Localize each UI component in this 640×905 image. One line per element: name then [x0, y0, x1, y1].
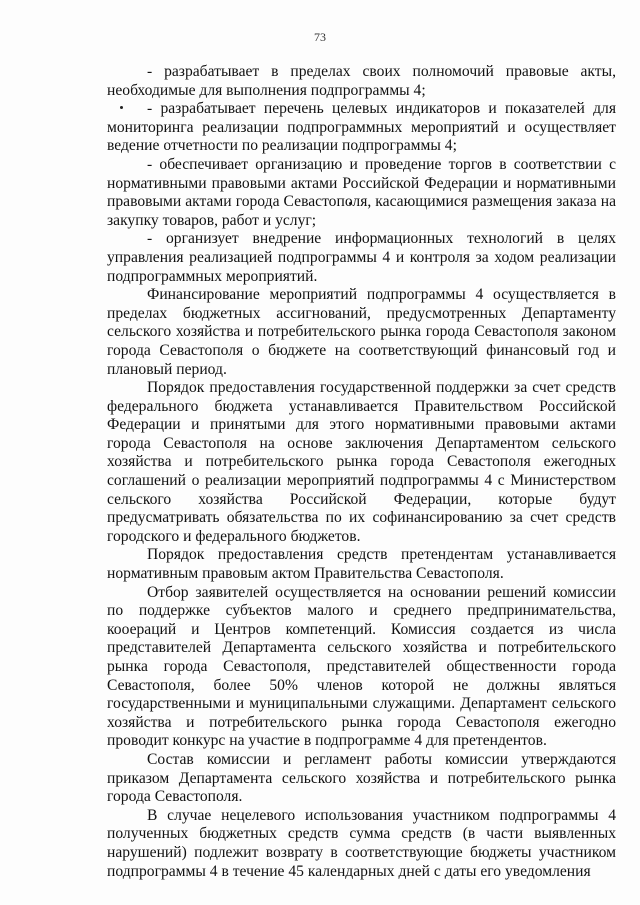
body-text — [107, 63, 616, 881]
paragraph: - разрабатывает в пределах своих полномочий правовые акты, необходимые для выполнения подпрограммы 4; — [107, 63, 616, 99]
paragraph: Порядок предоставления государственной поддержки за счет средств федерального бюджета устанавливается Правительством Российской Федерации и принятыми для этого нормативными правовыми актами города Севастополя на основе заключения Департаментом сельского хозяйства и потребительского рынка города Севастополя ежегодных соглашений о реализации мероприятий подпрограммы 4 с Министерством сельского хозяйства Российской Федерации, которые будут предусматривать обязательства по их софинансированию за счет средств городского и федерального бюджетов. — [107, 379, 616, 545]
page-number: 73 — [314, 30, 326, 44]
paragraph: - обеспечивает организацию и проведение торгов в соответствии с нормативными правовыми актами Российской Федерации и нормативными правовыми актами города Севастополя, касающимися размещения заказа на закупку товаров, работ и услуг; — [107, 155, 616, 229]
paragraph: Отбор заявителей осуществляется на основании решений комиссии по поддержке субъектов малого и среднего предпринимательства, кооераций и Центров компетенций. Комиссия создается из числа представителей Департамента сельского хозяйства и потребительского рынка города Севастополя, представителей общественности города Севастополя, более 50% членов которой не должны являться государственными и муниципальными служащими. Департамент сельского хозяйства и потребительского рынка города Севастополя ежегодно проводит конкурс на участие в подпрограмме 4 для претендентов. — [107, 583, 616, 750]
paragraph: - разрабатывает перечень целевых индикаторов и показателей для мониторинга реализации подпрограммных мероприятий и осуществляет ведение отчетности по реализации подпрограммы 4; — [107, 100, 616, 155]
paragraph: Порядок предоставления средств претендентам устанавливается нормативным правовым актом Правительства Севастополя. — [107, 546, 616, 583]
paragraph: Состав комиссии и регламент работы комиссии утверждаются приказом Департамента сельского хозяйства и потребительского рынка города Севастополя. — [107, 750, 616, 806]
paragraph: Финансирование мероприятий подпрограммы 4 осуществляется в пределах бюджетных ассигнований, предусмотренных Департаменту сельского хозяйства и потребительского рынка города Севастополя законом города Севастополя о бюджете на соответствующий финансовый год и плановый период. — [107, 286, 616, 378]
paragraph: В случае нецелевого использования участником подпрограммы 4 полученных бюджетных средств сумма средств (в части выявленных нарушений) подлежит возврату в соответствующие бюджеты участником подпрограммы 4 в течение 45 календарных дней с даты его уведомления — [107, 806, 616, 880]
paragraph: - организует внедрение информационных технологий в целях управления реализацией подпрограммы 4 и контроля за ходом реализации подпрограммных мероприятий. — [107, 230, 616, 285]
